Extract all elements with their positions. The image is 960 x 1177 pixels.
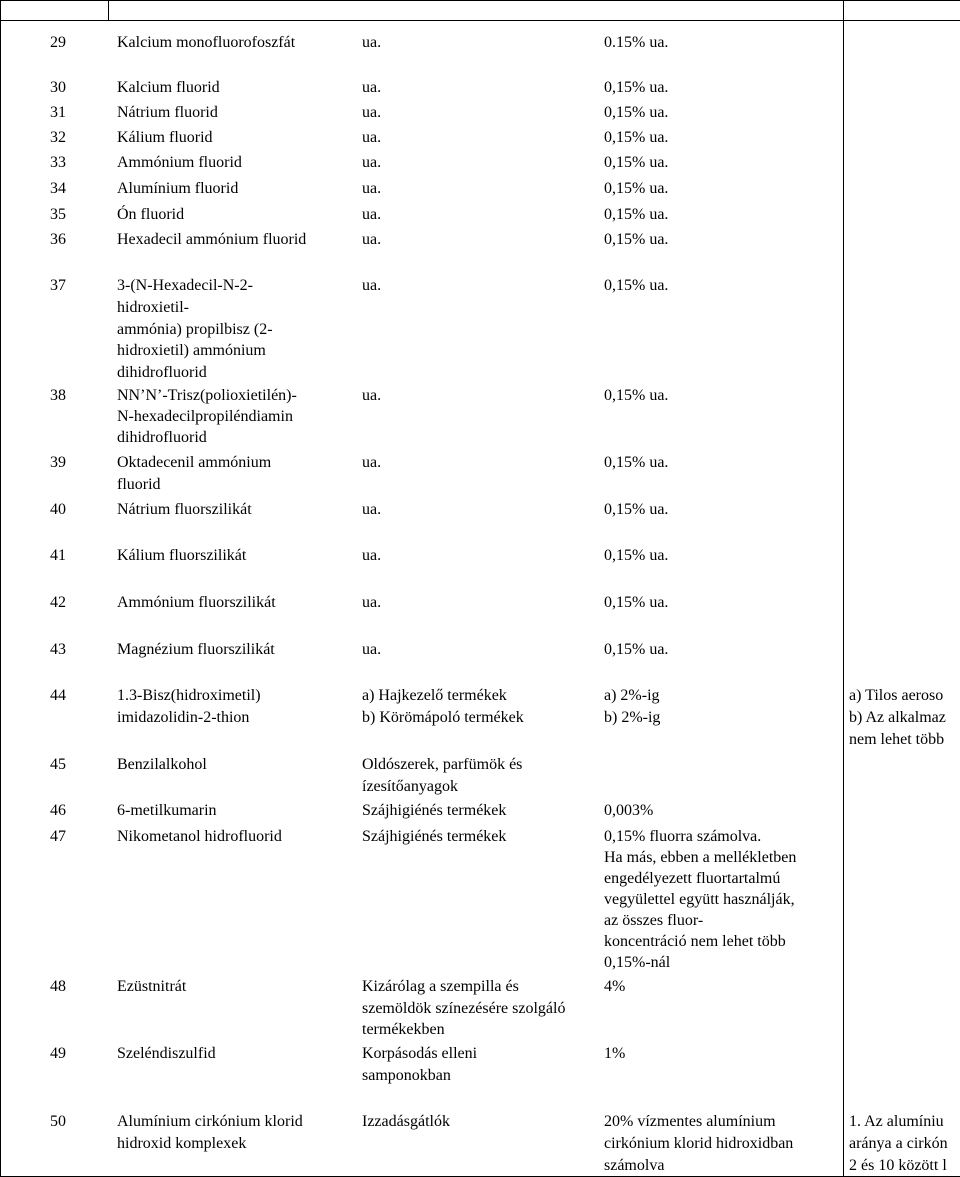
ingredient-name: Ón fluorid — [117, 206, 185, 223]
ingredient-name-line: 1.3-Bisz(hidroximetil) — [117, 687, 261, 704]
ingredient-name: Kálium fluorszilikát — [117, 547, 247, 564]
ingredient-name: Kalcium monofluorofoszfát — [117, 34, 296, 51]
max-concentration: 0,15% ua. — [604, 454, 669, 471]
row-number: 31 — [50, 104, 66, 121]
row-number: 46 — [50, 802, 66, 819]
max-concentration: 0,15% ua. — [604, 206, 669, 223]
ingredient-name: Nikometanol hidrofluorid — [117, 828, 282, 845]
application-area: ua. — [362, 79, 382, 96]
ingredient-name-line: dihidrofluorid — [117, 364, 207, 381]
max-concentration: 0,15% ua. — [604, 387, 669, 404]
application-area-line: szemöldök színezésére szolgáló — [362, 1000, 566, 1017]
ingredient-name-line: Alumínium cirkónium klorid — [117, 1113, 303, 1130]
application-area: ua. — [362, 180, 382, 197]
ingredient-name: Nátrium fluorszilikát — [117, 501, 252, 518]
ingredient-name: Alumínium fluorid — [117, 180, 239, 197]
application-area-line: Korpásodás elleni — [362, 1045, 478, 1062]
application-area-line: termékekben — [362, 1021, 445, 1038]
restriction-note-line: 2 és 10 között l — [849, 1157, 947, 1174]
ingredient-name: Nátrium fluorid — [117, 104, 218, 121]
max-concentration: 0,003% — [604, 802, 654, 819]
application-area: ua. — [362, 206, 382, 223]
max-concentration-line: cirkónium klorid hidroxidban — [604, 1135, 794, 1152]
ingredient-name-line: imidazolidin-2-thion — [117, 709, 250, 726]
application-area: ua. — [362, 641, 382, 658]
application-area-line: Oldószerek, parfümök és — [362, 756, 523, 773]
ingredient-name: Szeléndiszulfid — [117, 1045, 216, 1062]
application-area: ua. — [362, 547, 382, 564]
ingredient-name: Hexadecil ammónium fluorid — [117, 231, 307, 248]
max-concentration-line: az összes fluor- — [604, 912, 704, 929]
column-divider — [843, 0, 844, 1177]
application-area: ua. — [362, 129, 382, 146]
ingredient-name-line: N-hexadecilpropiléndiamin — [117, 408, 293, 425]
table-border-left — [0, 0, 1, 1177]
max-concentration: 0,15% ua. — [604, 79, 669, 96]
ingredient-name: 6-metilkumarin — [117, 802, 217, 819]
ingredient-name-line: ammónia) propilbisz (2- — [117, 321, 273, 338]
row-number: 36 — [50, 231, 66, 248]
max-concentration: 0,15% ua. — [604, 129, 669, 146]
max-concentration: 0,15% ua. — [604, 594, 669, 611]
row-number: 30 — [50, 79, 66, 96]
row-number: 47 — [50, 828, 66, 845]
max-concentration: 4% — [604, 978, 626, 995]
restriction-note-line: a) Tilos aeroso — [849, 687, 944, 704]
application-area: ua. — [362, 104, 382, 121]
row-number: 43 — [50, 641, 66, 658]
row-number: 41 — [50, 547, 66, 564]
application-area: ua. — [362, 231, 382, 248]
row-number: 32 — [50, 129, 66, 146]
max-concentration: 0,15% ua. — [604, 641, 669, 658]
application-area: ua. — [362, 34, 382, 51]
application-area: ua. — [362, 154, 382, 171]
application-area: ua. — [362, 387, 382, 404]
application-area: ua. — [362, 501, 382, 518]
application-area-line: b) Körömápoló termékek — [362, 709, 524, 726]
max-concentration-line: Ha más, ebben a mellékletben — [604, 849, 797, 866]
row-number: 40 — [50, 501, 66, 518]
ingredient-name: Magnézium fluorszilikát — [117, 641, 275, 658]
row-number: 50 — [50, 1113, 66, 1130]
max-concentration-line: 0,15%-nál — [604, 954, 671, 971]
row-number: 35 — [50, 206, 66, 223]
application-area: ua. — [362, 454, 382, 471]
application-area-line: a) Hajkezelő termékek — [362, 687, 507, 704]
max-concentration: 0,15% ua. — [604, 104, 669, 121]
max-concentration: 1% — [604, 1045, 626, 1062]
row-number: 38 — [50, 387, 66, 404]
max-concentration-line: koncentráció nem lehet több — [604, 933, 786, 950]
max-concentration: 0,15% ua. — [604, 501, 669, 518]
ingredient-name-line: Oktadecenil ammónium — [117, 454, 272, 471]
column-divider — [108, 0, 109, 20]
max-concentration: 0,15% ua. — [604, 231, 669, 248]
max-concentration: 0,15% ua. — [604, 277, 669, 294]
max-concentration: 0.15% ua. — [604, 34, 669, 51]
row-number: 34 — [50, 180, 66, 197]
application-area: ua. — [362, 277, 382, 294]
table-border-top — [0, 0, 960, 1]
restriction-note-line: b) Az alkalmaz — [849, 709, 946, 726]
row-divider — [0, 20, 960, 21]
application-area: Szájhigiénés termékek — [362, 828, 507, 845]
max-concentration-line: számolva — [604, 1157, 665, 1174]
ingredient-name: Ammónium fluorszilikát — [117, 594, 276, 611]
restriction-note-line: aránya a cirkón — [849, 1135, 948, 1152]
ingredient-name: Ezüstnitrát — [117, 978, 187, 995]
ingredient-name-line: fluorid — [117, 476, 161, 493]
ingredient-name: Kalcium fluorid — [117, 79, 220, 96]
ingredient-name-line: hidroxietil- — [117, 299, 189, 316]
ingredient-name: Kálium fluorid — [117, 129, 213, 146]
application-area-line: samponokban — [362, 1067, 451, 1084]
row-number: 39 — [50, 454, 66, 471]
restriction-note-line: 1. Az alumíniu — [849, 1113, 944, 1130]
max-concentration-line: vegyülettel együtt használják, — [604, 891, 795, 908]
application-area: ua. — [362, 594, 382, 611]
application-area-line: ízesítőanyagok — [362, 778, 458, 795]
max-concentration-line: 0,15% fluorra számolva. — [604, 828, 762, 845]
application-area-line: Kizárólag a szempilla és — [362, 978, 519, 995]
ingredient-name-line: NN’N’-Trisz(polioxietilén)- — [117, 387, 297, 404]
max-concentration-line: engedélyezett fluortartalmú — [604, 870, 781, 887]
application-area: Szájhigiénés termékek — [362, 802, 507, 819]
row-number: 45 — [50, 756, 66, 773]
restriction-note-line: nem lehet több — [849, 731, 945, 748]
row-number: 42 — [50, 594, 66, 611]
row-number: 29 — [50, 34, 66, 51]
max-concentration-line: 20% vízmentes alumínium — [604, 1113, 776, 1130]
max-concentration-line: a) 2%-ig — [604, 687, 660, 704]
max-concentration: 0,15% ua. — [604, 547, 669, 564]
ingredient-name-line: 3-(N-Hexadecil-N-2- — [117, 277, 253, 294]
ingredient-name-line: hidroxietil) ammónium — [117, 342, 266, 359]
max-concentration: 0,15% ua. — [604, 154, 669, 171]
row-number: 37 — [50, 277, 66, 294]
row-number: 33 — [50, 154, 66, 171]
max-concentration-line: b) 2%-ig — [604, 709, 661, 726]
ingredient-name: Benzilalkohol — [117, 756, 207, 773]
ingredient-name-line: dihidrofluorid — [117, 429, 207, 446]
application-area: Izzadásgátlók — [362, 1113, 450, 1130]
row-number: 48 — [50, 978, 66, 995]
row-number: 44 — [50, 687, 66, 704]
row-number: 49 — [50, 1045, 66, 1062]
ingredient-name-line: hidroxid komplexek — [117, 1135, 247, 1152]
ingredient-name: Ammónium fluorid — [117, 154, 242, 171]
max-concentration: 0,15% ua. — [604, 180, 669, 197]
